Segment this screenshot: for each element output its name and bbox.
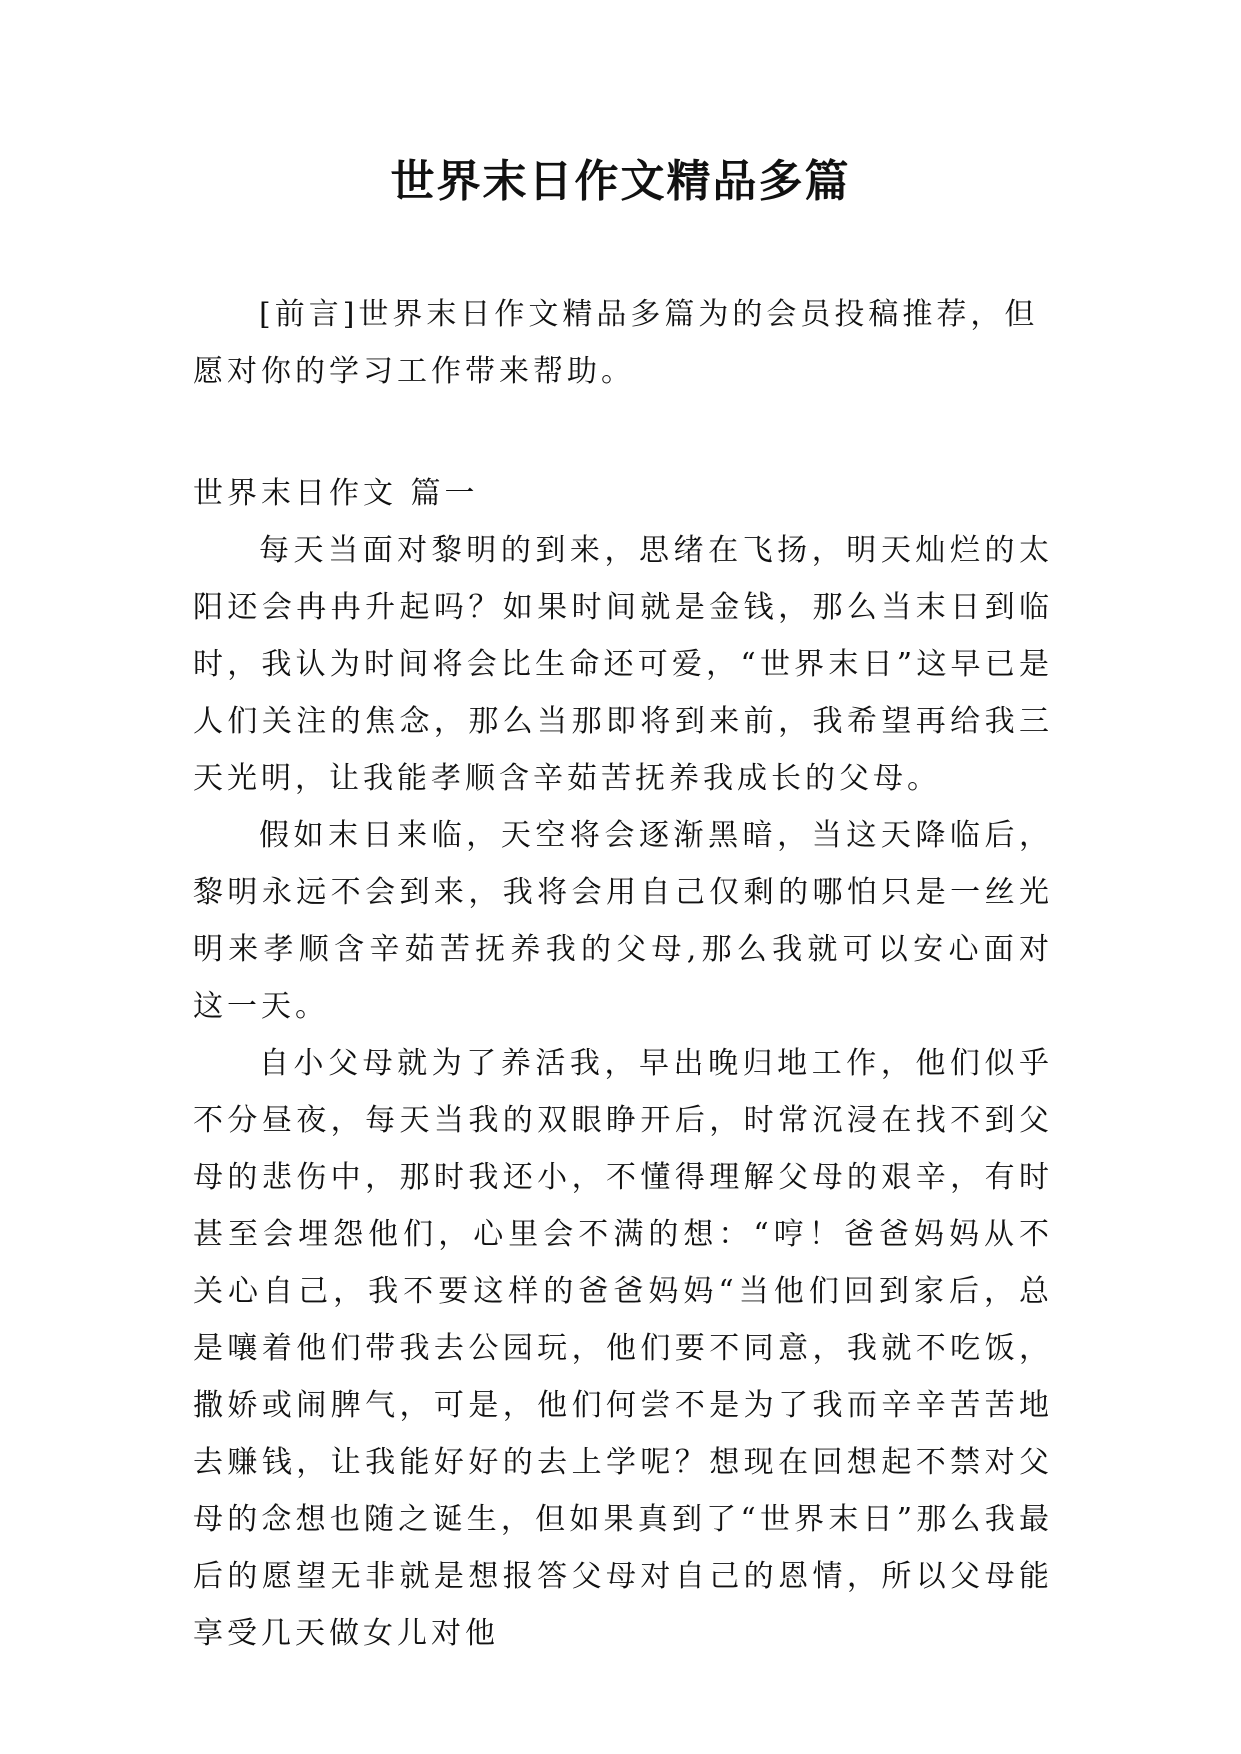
paragraph-2: 假如末日来临，天空将会逐渐黑暗，当这天降临后，黎明永远不会到来，我将会用自己仅剩的哪怕只是一丝光明来孝顺含辛茹苦抚养我的父母,那么我就可以安心面对这一天。 (193, 818, 1053, 1024)
document-title: 世界末日作文精品多篇 (390, 156, 851, 207)
paragraph-3: 自小父母就为了养活我，早出晚归地工作，他们似乎不分昼夜，每天当我的双眼睁开后，时常沉浸在找不到父母的悲伤中，那时我还小，不懂得理解父母的艰辛，有时甚至会埋怨他们，心里会不满的想：“哼！爸爸妈妈从不关心自己，我不要这样的爸爸妈妈“当他们回到家后，总是嚷着他们带我去公园玩，他们要不同意，我就不吃饭，撒娇或闹脾气，可是，他们何尝不是为了我而辛辛苦苦地去赚钱，让我能好好的去上学呢？想现在回想起不禁对父母的念想也随之诞生，但如果真到了“世界末日”那么我最后的愿望无非就是想报答父母对自己的恩情，所以父母能享受几天做女儿对他 (193, 1046, 1053, 1651)
preface-paragraph: [前言]世界末日作文精品多篇为的会员投稿推荐，但愿对你的学习工作带来帮助。 (193, 297, 1039, 389)
paragraph-1: 每天当面对黎明的到来，思绪在飞扬，明天灿烂的太阳还会冉冉升起吗？如果时间就是金钱，那么当末日到临时，我认为时间将会比生命还可爱，“世界末日”这早已是人们关注的焦念，那么当那即将到来前，我希望再给我三天光明，让我能孝顺含辛茹苦抚养我成长的父母。 (193, 533, 1053, 796)
article-body (193, 522, 1053, 1662)
section-heading: 世界末日作文 篇一 (193, 476, 479, 511)
